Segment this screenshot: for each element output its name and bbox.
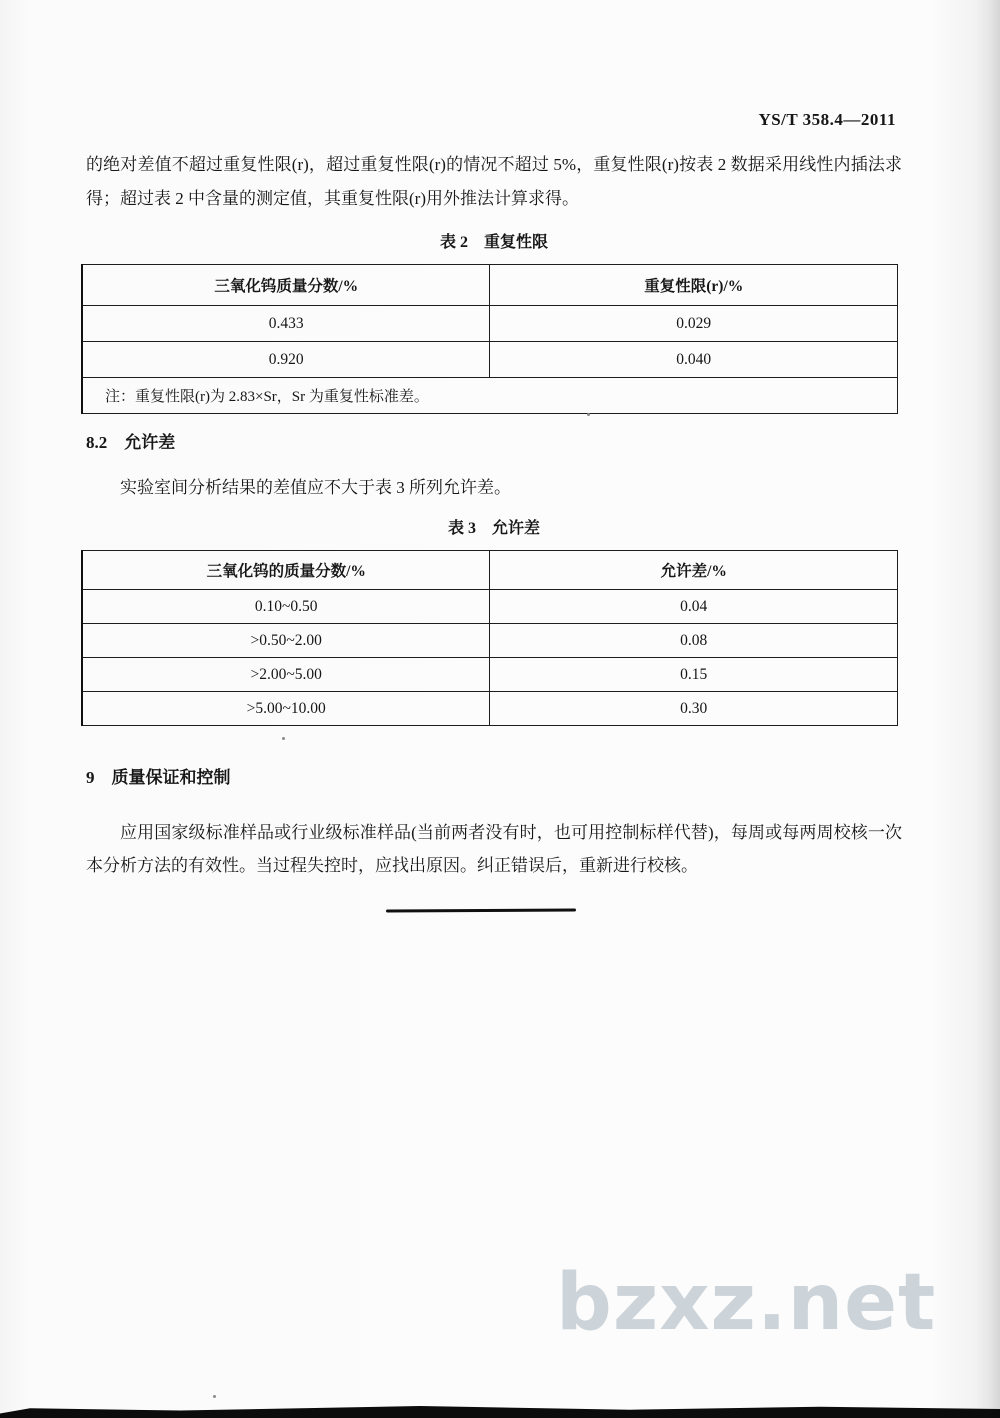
standard-number-header: YS/T 358.4—2011 <box>758 110 896 129</box>
table-cell: 0.30 <box>490 692 898 726</box>
section-8-2-paragraph: 实验室间分析结果的差值应不大于表 3 所列允许差。 <box>120 478 511 497</box>
table-header-cell: 允许差/% <box>490 551 898 590</box>
table-row <box>82 658 898 692</box>
table-cell: 0.029 <box>490 306 898 342</box>
table-note: 注：重复性限(r)为 2.83×Sr，Sr 为重复性标准差。 <box>82 378 898 414</box>
table-cell: 0.920 <box>82 342 490 378</box>
table3 <box>81 550 898 726</box>
table-cell: >5.00~10.00 <box>82 692 490 726</box>
table2-title: 表 2 重复性限 <box>439 234 548 251</box>
table-header-cell: 重复性限(r)/% <box>490 265 898 306</box>
scan-speck <box>213 1395 216 1398</box>
table-header-row <box>82 551 898 590</box>
table-row <box>82 692 898 726</box>
end-of-document-rule <box>386 909 576 913</box>
section-8-2-heading: 8.2 允许差 <box>86 433 176 452</box>
scan-speck <box>587 413 590 416</box>
scan-speck <box>282 737 285 740</box>
table-cell: 0.10~0.50 <box>82 590 490 624</box>
table-header-row <box>82 265 898 306</box>
table-row <box>82 590 898 624</box>
table-cell: 0.040 <box>490 342 898 378</box>
table-cell: >0.50~2.00 <box>82 624 490 658</box>
table-header-cell: 三氧化钨质量分数/% <box>82 265 490 306</box>
intro-paragraph: 的绝对差值不超过重复性限(r)，超过重复性限(r)的情况不超过 5%，重复性限(r)按表 2 数据采用线性内插法求得；超过表 2 中含量的测定值，其重复性限(r)用外推法计算求得。 <box>86 155 902 208</box>
table-row <box>82 342 898 378</box>
table-cell: >2.00~5.00 <box>82 658 490 692</box>
table-cell: 0.04 <box>490 590 898 624</box>
scan-bottom-edge-artifact <box>0 1403 1000 1418</box>
table-header-cell: 三氧化钨的质量分数/% <box>82 551 490 590</box>
table3-title: 表 3 允许差 <box>447 520 540 537</box>
table-cell: 0.15 <box>490 658 898 692</box>
table-cell: 0.433 <box>82 306 490 342</box>
watermark-text: bzxz.net <box>556 1258 937 1348</box>
table2 <box>81 264 898 414</box>
table-row <box>82 306 898 342</box>
section-9-heading: 9 质量保证和控制 <box>86 768 231 787</box>
table-note-row <box>82 378 898 414</box>
table-cell: 0.08 <box>490 624 898 658</box>
table-row <box>82 624 898 658</box>
section-9-paragraph: 应用国家级标准样品或行业级标准样品(当前两者没有时，也可用控制标样代替)，每周或每两周校核一次本分析方法的有效性。当过程失控时，应找出原因。纠正错误后，重新进行校核。 <box>86 823 902 875</box>
